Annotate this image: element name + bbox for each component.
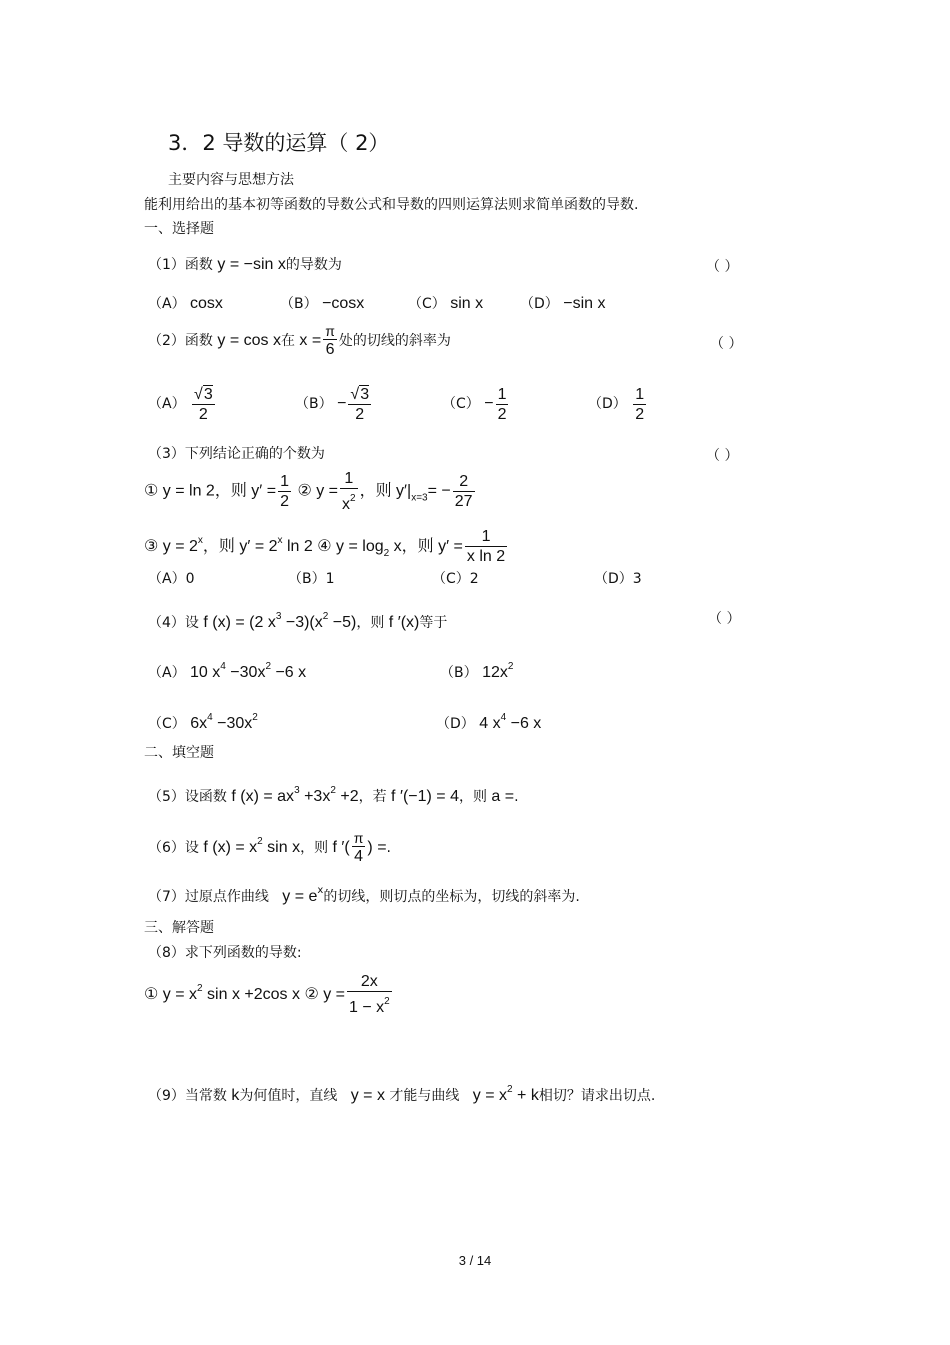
section-answer-heading: 三、解答题 bbox=[144, 920, 214, 936]
q2-option-c: （C） − $\frac{1}{2}$ bbox=[442, 385, 507, 423]
fraction-pi-over-6: $\frac{\pi}{6}$ bbox=[325, 323, 335, 358]
question-7: （7）过原点作曲线 $y = e^x$的切线，则切点的坐标为，切线的斜率为. bbox=[148, 885, 580, 905]
q3-statements-3-4: ③ $y = 2^x$，则 $y' = 2^x$ ln 2 ④ $y = \log_2 x$，则 y′ = $\frac{1}{\text{x ln 2}}$ bbox=[144, 528, 506, 566]
question-9: （9）当常数 k为何值时，直线 y = x 才能与曲线 $y = x^2 + k$相切？请求出切点. bbox=[148, 1084, 656, 1104]
q3-option-a: （A）0 bbox=[148, 571, 195, 587]
page-title: 3．2 导数的运算（ 2） bbox=[168, 131, 390, 155]
q4-option-b: （B） $12x^2$ bbox=[440, 661, 514, 681]
section-choice-heading: 一、选择题 bbox=[144, 221, 214, 237]
q4-option-a: （A） 10 $x^4 -30x^2 -6$ x bbox=[148, 661, 307, 681]
answer-bracket-4: （ ） bbox=[708, 611, 741, 627]
question-1: （1）函数 y = −sin x的导数为 bbox=[148, 256, 342, 273]
answer-bracket-3: （ ） bbox=[706, 448, 739, 464]
q8-functions: ① $y = x^2$ sin x +2cos x ② y = $\frac{2x}{1 - x^2}$ bbox=[144, 973, 390, 1017]
question-2: （2）函数 y = cos x在 x = $\frac{\pi}{6}$ 处的切线的斜率为 bbox=[148, 323, 451, 358]
answer-bracket-1: （ ） bbox=[706, 259, 739, 275]
page-number: 3 / 14 bbox=[458, 1253, 492, 1268]
q2-option-a: （A） $\frac{√3}{2}$ bbox=[148, 385, 213, 423]
q3-option-c: （C）2 bbox=[432, 571, 479, 587]
question-5: （5）设函数 f $(x) = ax^3 +3x^2 +2$，若 f ′(−1) = 4，则 a =. bbox=[148, 785, 519, 805]
sqrt-icon: √ bbox=[350, 385, 360, 403]
q2-option-b: （B） − $\frac{√3}{2}$ bbox=[295, 385, 370, 423]
q4-option-d: （D） 4 $x^4 -6$ x bbox=[436, 712, 542, 732]
q1-option-a: （A） cosx bbox=[148, 295, 223, 312]
q3-option-d: （D）3 bbox=[594, 571, 642, 587]
q3-option-b: （B）1 bbox=[288, 571, 335, 587]
q1-option-d: （D） −sin x bbox=[520, 295, 606, 312]
q4-option-c: （C） $6x^4 -30x^2$ bbox=[148, 712, 258, 732]
sqrt-icon: √ bbox=[194, 385, 203, 403]
q3-statements-1-2: ① y = ln 2，则 y′ = $\frac{1}{2}$ ② y = $\frac{1}{x^2}$ ，则 $y'|_{x=3}=$ − $\frac{2}{27}$ bbox=[144, 470, 473, 513]
question-8: （8）求下列函数的导数: bbox=[148, 945, 302, 961]
question-6: （6）设 f $(x) = x^2$ sin x，则 f ′( $\frac{\pi}{4}$ ) =. bbox=[148, 830, 391, 865]
q1-option-c: （C） sin x bbox=[408, 295, 484, 312]
intro-heading: 主要内容与思想方法 bbox=[168, 172, 294, 188]
q1-option-b: （B） −cosx bbox=[280, 295, 365, 312]
fraction-pi-over-4: $\frac{\pi}{4}$ bbox=[353, 830, 364, 865]
answer-bracket-2: （ ） bbox=[710, 336, 743, 352]
section-fill-heading: 二、填空题 bbox=[144, 745, 214, 761]
question-3: （3）下列结论正确的个数为 bbox=[148, 446, 325, 462]
intro-text: 能利用给出的基本初等函数的导数公式和导数的四则运算法则求简单函数的导数. bbox=[144, 197, 639, 213]
q2-option-d: （D） $\frac{1}{2}$ bbox=[588, 385, 645, 423]
question-4: （4）设 f (x) = (2 $x^3 -3)(x^2 -5)$，则 f ′(x)等于 bbox=[148, 611, 448, 631]
